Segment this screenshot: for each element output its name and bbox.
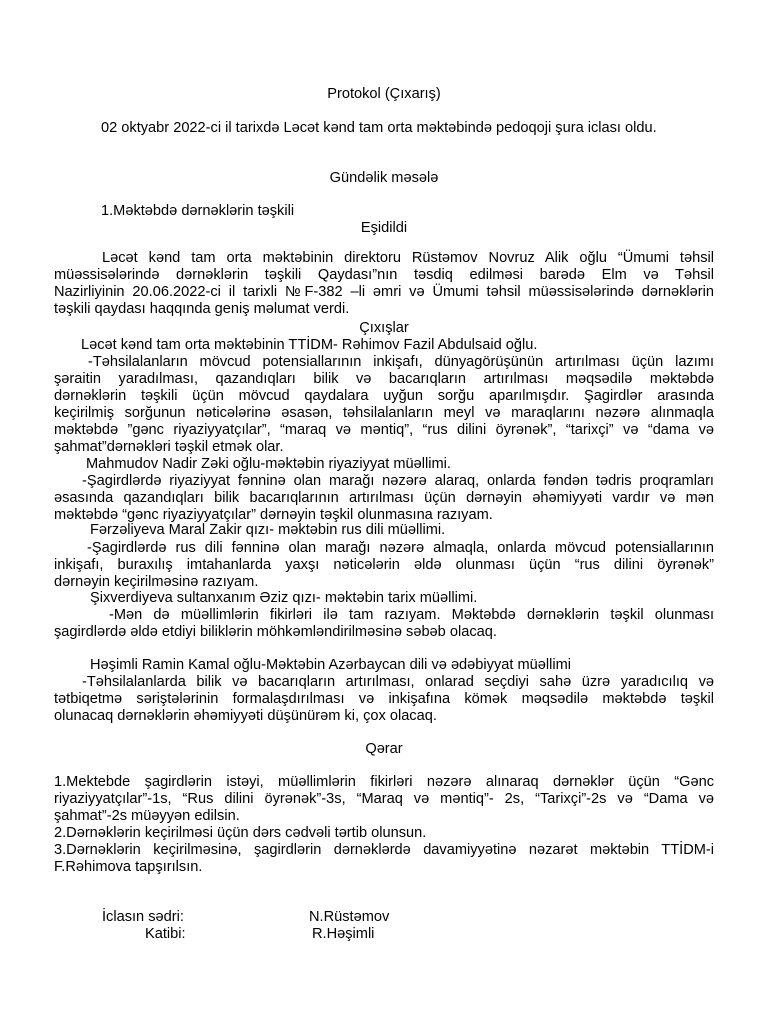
speech1-line [54, 354, 714, 371]
decision-line: F.Rəhimova tapşırılsın. [54, 859, 203, 875]
speech1-line: şəraitin yaradılması, qazandıqları bilik və bacarıqların artırılması məqsədilə məktəbdə [54, 371, 714, 387]
speech5-line: olunacaq dərnəklərin əhəmiyyəti düşünürəm ki, çox olacaq. [54, 708, 437, 724]
speech4-line: şagirdlərdə əldə etdiyi biliklərin möhkəmləndirilməsinə səbəb olacaq. [54, 624, 497, 640]
speaker-4: Şixverdiyeva sultanxanım Əziz qızı- məktəbin tarix müəllimi. [90, 590, 478, 606]
document-title: Protokol (Çıxarış) [327, 86, 441, 102]
speech5-line: tətbiqetmə səriştələrinin formalaşdırılması və inkişafına kömək məqsədilə məktəbdə təşkil [54, 691, 714, 707]
speaker-2: Mahmudov Nadir Zəki oğlu-məktəbin riyaziyyat müəllimi. [86, 456, 451, 472]
decision-line: 2.Dərnəklərin keçirilməsi üçün dərs cədvəli tərtib olunsun. [54, 825, 427, 841]
speech1-line: şahmat”dərnəkləri təşkil etmək olar. [54, 439, 284, 455]
heard-line: Nazirliyinin 20.06.2022-ci il tarixli №F-382 –li əmri və Ümumi təhsil müəssisələrində dərnəklərin [54, 284, 714, 300]
speech4-line [54, 607, 714, 624]
speech4-line-text: -Mən də müəllimlərin fikirləri ilə tam razıyam. Məktəbdə dərnəklərin təşkil olunması [109, 607, 714, 623]
decision-line: riyaziyyatçılar”-1s, “Rus dilini öyrənək”-3s, “Maraq və məntiq”- 2s, “Tarixçi”-2s və “Dama və [54, 791, 714, 807]
speech1-line: məktəbdə ”gənc riyaziyyatçılar”, “maraq və məntiq”, “rus dilini öyrənək”, “tarixçi” və “dama və [54, 422, 714, 438]
heard-line: müəssisələrində dərnəklərin təşkili Qaydası”nın təsdiq edilməsi barədə Elm və Təhsil [54, 267, 714, 283]
speaker-5: Həşimli Ramin Kamal oğlu-Məktəbin Azərbaycan dili və ədəbiyyat müəllimi [90, 657, 571, 673]
decision-heading: Qərar [365, 741, 403, 757]
speech3-line [54, 540, 714, 557]
decision-line: 1.Mektebde şagirdlərin istəyi, müəllimlərin fikirləri nəzərə alınaraq dərnəklər üçün “Gənc [54, 774, 714, 790]
speech1-line: dərnəklərin təşkili üçün mövcud qaydalara uyğun sorğu aparılmışdır. Şagirdlər arasında [54, 388, 714, 404]
speech5-line [54, 674, 714, 691]
decision-line: 3.Dərnəklərin keçirilməsinə, şagirdlərin dərnəklərdə davamiyyətinə nəzarət məktəbin TTİDM-i [54, 842, 714, 858]
heard-line: təşkili qaydası haqqında geniş məlumat verdi. [54, 301, 350, 317]
speaker-1: Ləcət kənd tam orta məktəbinin TTİDM- Rəhimov Fazil Abdulsaid oğlu. [81, 337, 538, 353]
heard-heading-text: Eşidildi [360, 220, 408, 236]
chair-label: İclasın sədri: [102, 909, 184, 925]
speech3-line-text: -Şagirdlərdə rus dili fənninə olan marağı nəzərə almaqla, onlarda mövcud potensiallarının [87, 540, 714, 556]
speech3-line: dərnəyin keçirilməsinə razıyam. [54, 574, 259, 590]
decision-line: şahmat”-2s müəyyən edilsin. [54, 808, 240, 824]
speech2-line [54, 473, 714, 490]
speech2-line: əsasında qazandıqları bilik bacarıqlarının artırılması üçün dərnəyin əhəmiyyəti vardır və mən [54, 490, 714, 506]
speech1-line: keçirilmiş sorğunun nəticələrinə əsasən, təhsilalanların meyl və maraqlarını nəzərə alınmaqla [54, 405, 714, 421]
speech1-line-text: -Təhsilalanların mövcud potensiallarının inkişafı, dünyagörüşünün artırılması üçün lazımı [88, 354, 714, 370]
speech2-line-text: -Şagirdlərdə riyaziyyat fənninə olan marağı nəzərə alaraq, onlarda fəndən tədris proqramları [82, 473, 714, 489]
heard-heading [0, 220, 768, 237]
speeches-heading: Çıxışlar [359, 320, 409, 336]
secretary-name: R.Həşimli [312, 926, 375, 942]
agenda-heading: Gündəlik məsələ [329, 170, 439, 186]
speaker-3: Fərzəliyeva Maral Zakir qızı- məktəbin rus dili müəllimi. [90, 522, 446, 538]
heard-line [54, 250, 714, 267]
intro-text: 02 oktyabr 2022-ci il tarixdə Ləcət kənd tam orta məktəbində pedoqoji şura iclası oldu. [101, 120, 657, 136]
chair-name: N.Rüstəmov [309, 909, 390, 925]
agenda-item: 1.Məktəbdə dərnəklərin təşkili [101, 203, 295, 219]
speech5-line-text: -Təhsilalanlarda bilik və bacarıqların artırılması, onlarad seçdiyi sahə üzrə yaradıcılıq və [82, 674, 714, 690]
speech3-line: inkişafı, buraxılış imtahanlarda yaxşı nəticələrin əldə olunması üçün “rus dilini öyrənək” [54, 557, 714, 573]
speech2-line: məktəbdə “gənc riyaziyyatçılar” dərnəyin təşkil olunmasına razıyam. [54, 507, 493, 523]
secretary-label: Katibi: [145, 926, 186, 942]
heard-line-text: Ləcət kənd tam orta məktəbinin direktoru Rüstəmov Novruz Alik oğlu “Ümumi təhsil [102, 250, 714, 266]
